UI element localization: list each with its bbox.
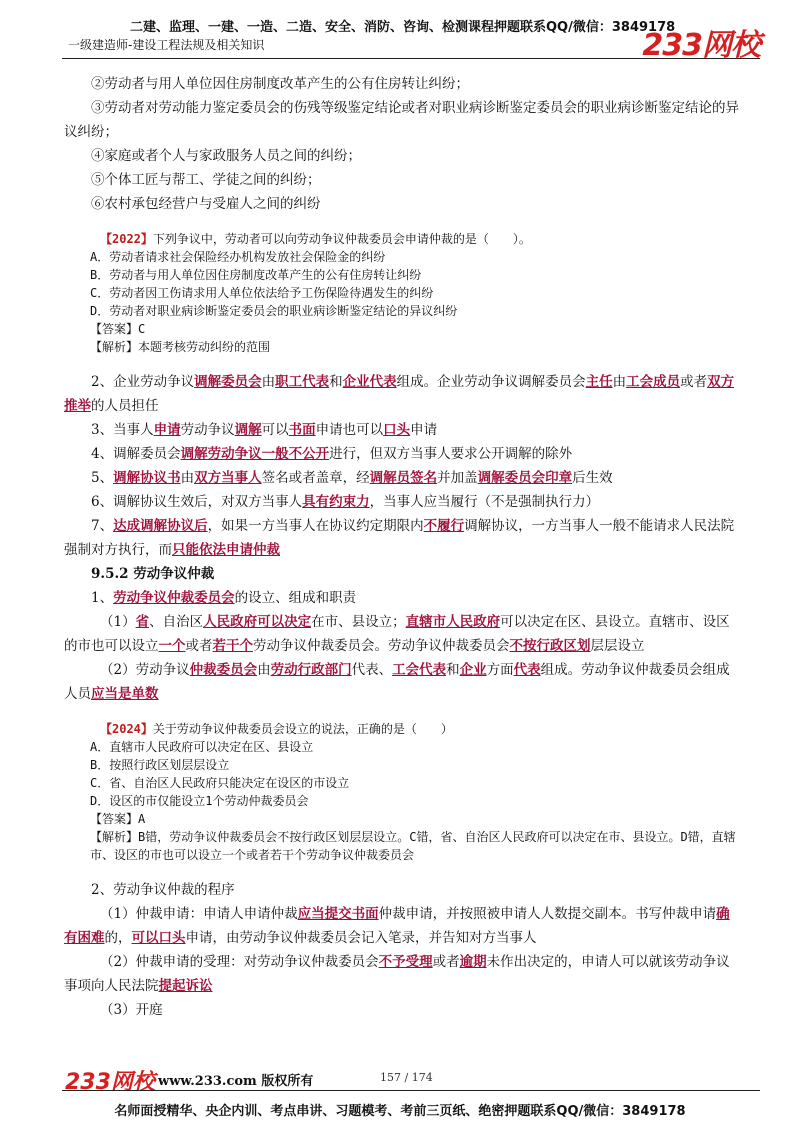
question-analysis: 【解析】B错，劳动争议仲裁委员会不按行政区划层层设立。C错，省、自治区人民政府可以决定在市、县设立。D错，直辖市、设区的市也可以设立一个或者若干个劳动争议仲裁委员会 bbox=[90, 830, 736, 862]
footer-copyright: www.233.com 版权所有 bbox=[158, 1074, 314, 1089]
question-option: C．省、自治区人民政府只能决定在设区的市设立 bbox=[90, 776, 350, 790]
procedure-heading: 2、劳动争议仲裁的程序 bbox=[91, 882, 235, 898]
question-year-tag: 【2024】 bbox=[100, 722, 153, 736]
list-item: ⑥农村承包经营户与受雇人之间的纠纷 bbox=[91, 196, 321, 212]
question-option: A．直辖市人民政府可以决定在区、县设立 bbox=[90, 740, 314, 754]
header-divider bbox=[62, 58, 760, 59]
paragraph-hearing: （3）开庭 bbox=[100, 1002, 163, 1018]
paragraph-arbitration-acceptance: （2）仲裁申请的受理：对劳动争议仲裁委员会不予受理或者逾期未作出决定的，申请人可以就该劳动争议事项向人民法院提起诉讼 bbox=[64, 954, 730, 994]
exam-question-2022 bbox=[64, 230, 742, 356]
list-item: ②劳动者与用人单位因住房制度改革产生的公有住房转让纠纷； bbox=[91, 76, 469, 92]
page-header bbox=[0, 0, 800, 62]
paragraph-agreement-effect: 6、调解协议生效后，对双方当事人具有约束力，当事人应当履行（不是强制执行力） bbox=[91, 494, 600, 510]
paragraph-agreement-breach: 7、达成调解协议后，如果一方当事人在协议约定期限内不履行调解协议，一方当事人一般不能请求人民法院强制对方执行，而只能依法申请仲裁 bbox=[64, 518, 735, 558]
question-answer: 【答案】A bbox=[90, 812, 146, 826]
exam-question-2024 bbox=[64, 720, 742, 864]
header-contact-text: 二建、监理、一建、一造、二造、安全、消防、咨询、检测课程押题联系QQ/微信：3849178 bbox=[130, 20, 676, 35]
question-option: B．劳动者与用人单位因住房制度改革产生的公有住房转让纠纷 bbox=[90, 268, 422, 282]
paragraph-mediation-application: 3、当事人申请劳动争议调解可以书面申请也可以口头申请 bbox=[91, 422, 438, 438]
question-option: D．劳动者对职业病诊断鉴定委员会的职业病诊断鉴定结论的异议纠纷 bbox=[90, 304, 458, 318]
header-subject-title: 一级建造师-建设工程法规及相关知识 bbox=[68, 38, 265, 52]
question-answer: 【答案】C bbox=[90, 322, 146, 336]
question-analysis: 【解析】本题考核劳动纠纷的范围 bbox=[90, 340, 271, 354]
footer-brand-logo: 233网校 bbox=[65, 1070, 155, 1095]
paragraph-arbitration-setup: 1、劳动争议仲裁委员会的设立、组成和职责 bbox=[91, 590, 357, 606]
list-item: ⑤个体工匠与帮工、学徒之间的纠纷； bbox=[91, 172, 321, 188]
paragraph-mediation-private: 4、调解委员会调解劳动争议一般不公开进行，但双方当事人要求公开调解的除外 bbox=[91, 446, 573, 462]
paragraph-arbitration-establish: （1）省、自治区人民政府可以决定在市、县设立；直辖市人民政府可以决定在区、县设立。直辖市、设区的市也可以设立一个或者若干个劳动争议仲裁委员会。劳动争议仲裁委员会不按行政区划层层设立 bbox=[64, 614, 730, 654]
paragraph-mediation-committee: 2、企业劳动争议调解委员会由职工代表和企业代表组成。企业劳动争议调解委员会主任由工会成员或者双方推举的人员担任 bbox=[64, 374, 735, 414]
page-number: 157 / 174 bbox=[380, 1071, 433, 1084]
brand-logo: 233网校 bbox=[642, 28, 760, 63]
paragraph-arbitration-application: （1）仲裁申请：申请人申请仲裁应当提交书面仲裁申请，并按照被申请人人数提交副本。书写仲裁申请确有困难的，可以口头申请，由劳动争议仲裁委员会记入笔录，并告知对方当事人 bbox=[64, 906, 730, 946]
question-stem: 关于劳动争议仲裁委员会设立的说法，正确的是（ ） bbox=[152, 722, 453, 736]
footer-promo-text: 名师面授精华、央企内训、考点串讲、习题模考、考前三页纸、绝密押题联系QQ/微信：3849178 bbox=[114, 1104, 686, 1119]
question-option: C．劳动者因工伤请求用人单位依法给予工伤保险待遇发生的纠纷 bbox=[90, 286, 434, 300]
question-stem: 下列争议中，劳动者可以向劳动争议仲裁委员会申请仲裁的是（ ）。 bbox=[152, 232, 531, 246]
question-option: B．按照行政区划层层设立 bbox=[90, 758, 230, 772]
question-option: D．设区的市仅能设立1个劳动仲裁委员会 bbox=[90, 794, 309, 808]
question-year-tag: 【2022】 bbox=[100, 232, 153, 246]
list-item: ③劳动者对劳动能力鉴定委员会的伤残等级鉴定结论或者对职业病诊断鉴定委员会的职业病诊断鉴定结论的异议纠纷； bbox=[64, 100, 739, 140]
question-option: A．劳动者请求社会保险经办机构发放社会保险金的纠纷 bbox=[90, 250, 386, 264]
paragraph-arbitration-composition: （2）劳动争议仲裁委员会由劳动行政部门代表、工会代表和企业方面代表组成。劳动争议仲裁委员会组成人员应当是单数 bbox=[64, 662, 730, 702]
section-heading: 9.5.2 劳动争议仲裁 bbox=[91, 566, 215, 582]
paragraph-mediation-agreement: 5、调解协议书由双方当事人签名或者盖章，经调解员签名并加盖调解委员会印章后生效 bbox=[91, 470, 613, 486]
footer-divider bbox=[62, 1090, 760, 1091]
list-item: ④家庭或者个人与家政服务人员之间的纠纷； bbox=[91, 148, 361, 164]
document-body bbox=[64, 72, 742, 1022]
